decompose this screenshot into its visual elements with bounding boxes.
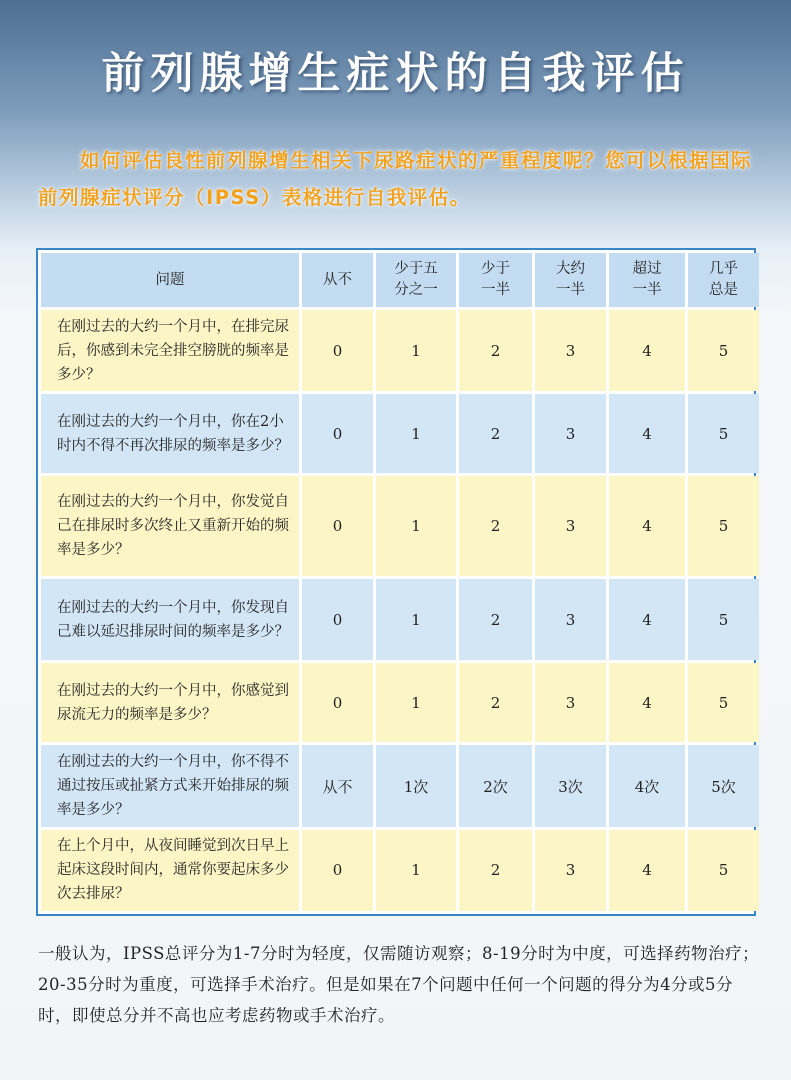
score-cell: 2: [459, 663, 532, 742]
question-cell: 在刚过去的大约一个月中，你在2小时内不得不再次排尿的频率是多少？: [41, 394, 299, 473]
score-cell: 1: [376, 579, 456, 660]
table-header-row: [41, 253, 759, 307]
score-cell: 0: [302, 579, 373, 660]
score-cell: 5: [688, 579, 759, 660]
question-cell: 在刚过去的大约一个月中，你发觉自己在排尿时多次终止又重新开始的频率是多少？: [41, 476, 299, 576]
score-cell: 2: [459, 579, 532, 660]
header-never: 从不: [302, 253, 373, 307]
table-row: [41, 579, 759, 660]
header-question: 问题: [41, 253, 299, 307]
question-cell: 在刚过去的大约一个月中，你感觉到尿流无力的频率是多少？: [41, 663, 299, 742]
score-cell: 3: [535, 476, 606, 576]
table-row: [41, 745, 759, 826]
score-cell: 4: [609, 579, 685, 660]
footer-paragraph: 一般认为，IPSS总评分为1-7分时为轻度，仅需随访观察；8-19分时为中度，可选择药物治疗；20-35分时为重度，可选择手术治疗。但是如果在7个问题中任何一个问题的得分为4分或5分时，即使总分并不高也应考虑药物或手术治疗。: [38, 944, 760, 1025]
header-more-than-half: 超过 一半: [609, 253, 685, 307]
header-less-than-half: 少于 一半: [459, 253, 532, 307]
score-cell: 5: [688, 310, 759, 391]
score-cell: 5: [688, 476, 759, 576]
score-cell: 2次: [459, 745, 532, 826]
score-cell: 0: [302, 394, 373, 473]
score-cell: 1: [376, 663, 456, 742]
score-cell: 2: [459, 310, 532, 391]
table-row: [41, 310, 759, 391]
score-cell: 0: [302, 830, 373, 911]
score-cell: 5: [688, 663, 759, 742]
score-cell: 2: [459, 830, 532, 911]
question-cell: 在刚过去的大约一个月中，你不得不通过按压或扯紧方式来开始排尿的频率是多少？: [41, 745, 299, 826]
score-cell: 3: [535, 663, 606, 742]
score-cell: 2: [459, 476, 532, 576]
question-cell: 在刚过去的大约一个月中，在排完尿后，你感到未完全排空膀胱的频率是多少？: [41, 310, 299, 391]
score-cell: 从不: [302, 745, 373, 826]
score-cell: 0: [302, 663, 373, 742]
score-cell: 3: [535, 394, 606, 473]
header-almost-always: 几乎 总是: [688, 253, 759, 307]
score-cell: 1: [376, 394, 456, 473]
intro-paragraph: 如何评估良性前列腺增生相关下尿路症状的严重程度呢？您可以根据国际前列腺症状评分（IPSS）表格进行自我评估。: [38, 149, 753, 209]
table-row: [41, 830, 759, 911]
score-cell: 5: [688, 830, 759, 911]
header-about-half: 大约 一半: [535, 253, 606, 307]
score-cell: 4: [609, 830, 685, 911]
question-cell: 在刚过去的大约一个月中，你发现自己难以延迟排尿时间的频率是多少？: [41, 579, 299, 660]
score-cell: 3次: [535, 745, 606, 826]
score-cell: 0: [302, 476, 373, 576]
ipss-table: [38, 250, 762, 914]
score-cell: 4: [609, 310, 685, 391]
score-cell: 0: [302, 310, 373, 391]
table-row: [41, 476, 759, 576]
table-row: [41, 663, 759, 742]
score-cell: 1: [376, 310, 456, 391]
question-cell: 在上个月中，从夜间睡觉到次日早上起床这段时间内，通常你要起床多少次去排尿？: [41, 830, 299, 911]
score-cell: 2: [459, 394, 532, 473]
score-cell: 4次: [609, 745, 685, 826]
score-cell: 3: [535, 579, 606, 660]
score-cell: 5: [688, 394, 759, 473]
table-row: [41, 394, 759, 473]
score-cell: 4: [609, 476, 685, 576]
score-cell: 3: [535, 310, 606, 391]
score-cell: 4: [609, 394, 685, 473]
ipss-table-container: [36, 248, 756, 916]
table-body: [41, 310, 759, 911]
score-cell: 4: [609, 663, 685, 742]
score-cell: 1: [376, 830, 456, 911]
score-cell: 5次: [688, 745, 759, 826]
score-cell: 1次: [376, 745, 456, 826]
score-cell: 1: [376, 476, 456, 576]
page-title: 前列腺增生症状的自我评估: [101, 49, 690, 99]
score-cell: 3: [535, 830, 606, 911]
header-less-than-fifth: 少于五 分之一: [376, 253, 456, 307]
